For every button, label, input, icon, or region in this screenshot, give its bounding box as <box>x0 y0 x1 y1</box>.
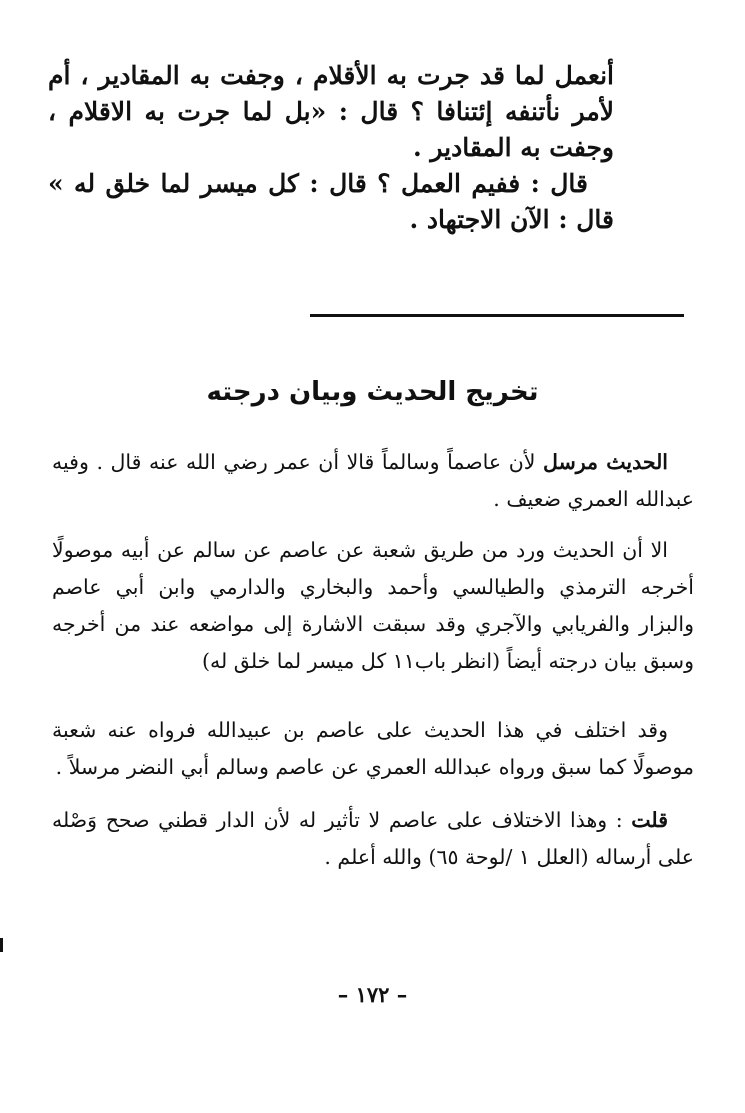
hadith-excerpt <box>48 58 614 238</box>
paragraph-mawsul <box>52 532 694 680</box>
paragraph-qultu-lead: قلت <box>631 808 668 832</box>
section-heading: تخريج الحديث وبيان درجته <box>206 377 539 407</box>
page-number: – ١٧٢ – <box>337 982 408 1007</box>
paragraph-mursal-lead: الحديث مرسل <box>543 450 669 474</box>
paragraph-mursal-text: لأن عاصماً وسالماً قالا أن عمر رضي الله عنه قال . وفيه عبدالله العمري ضعيف . <box>52 450 694 511</box>
paragraph-ikhtilaf-text: وقد اختلف في هذا الحديث على عاصم بن عبيدالله فرواه عنه شعبة موصولًا كما سبق ورواه عبدالله العمري عن عاصم وسالم أبي النضر مرسلاً . <box>52 718 694 779</box>
section-divider <box>310 314 684 317</box>
paragraph-mursal <box>52 444 694 518</box>
paragraph-qultu-text: : وهذا الاختلاف على عاصم لا تأثير له لأن الدار قطني صحح وَصْله على أرساله (العلل ١ /لوحة ٦٥) والله أعلم . <box>52 808 694 869</box>
scan-edge-mark <box>0 938 3 952</box>
paragraph-ikhtilaf <box>52 712 694 786</box>
hadith-text-part-1: أنعمل لما قد جرت به الأقلام ، وجفت به المقادير ، أم لأمر نأتنفه إئتنافا ؟ قال : «بل لما جرت به الاقلام ، وجفت به المقادير . <box>48 61 614 162</box>
hadith-text-part-2: قال : ففيم العمل ؟ قال : كل ميسر لما خلق له » قال : الآن الاجتهاد . <box>48 169 614 234</box>
paragraph-mawsul-text: الا أن الحديث ورد من طريق شعبة عن عاصم عن سالم عن أبيه موصولًا أخرجه الترمذي والطيالسي وأحمد والبخاري والدارمي وابن أبي عاصم والبزار والفريابي والآجري وقد سبقت الاشارة إلى مواضعه عند من أخرجه وسبق بيان درجته أيضاً (انظر باب١١ كل ميسر لما خلق له) <box>52 538 694 673</box>
paragraph-qultu <box>52 802 694 876</box>
